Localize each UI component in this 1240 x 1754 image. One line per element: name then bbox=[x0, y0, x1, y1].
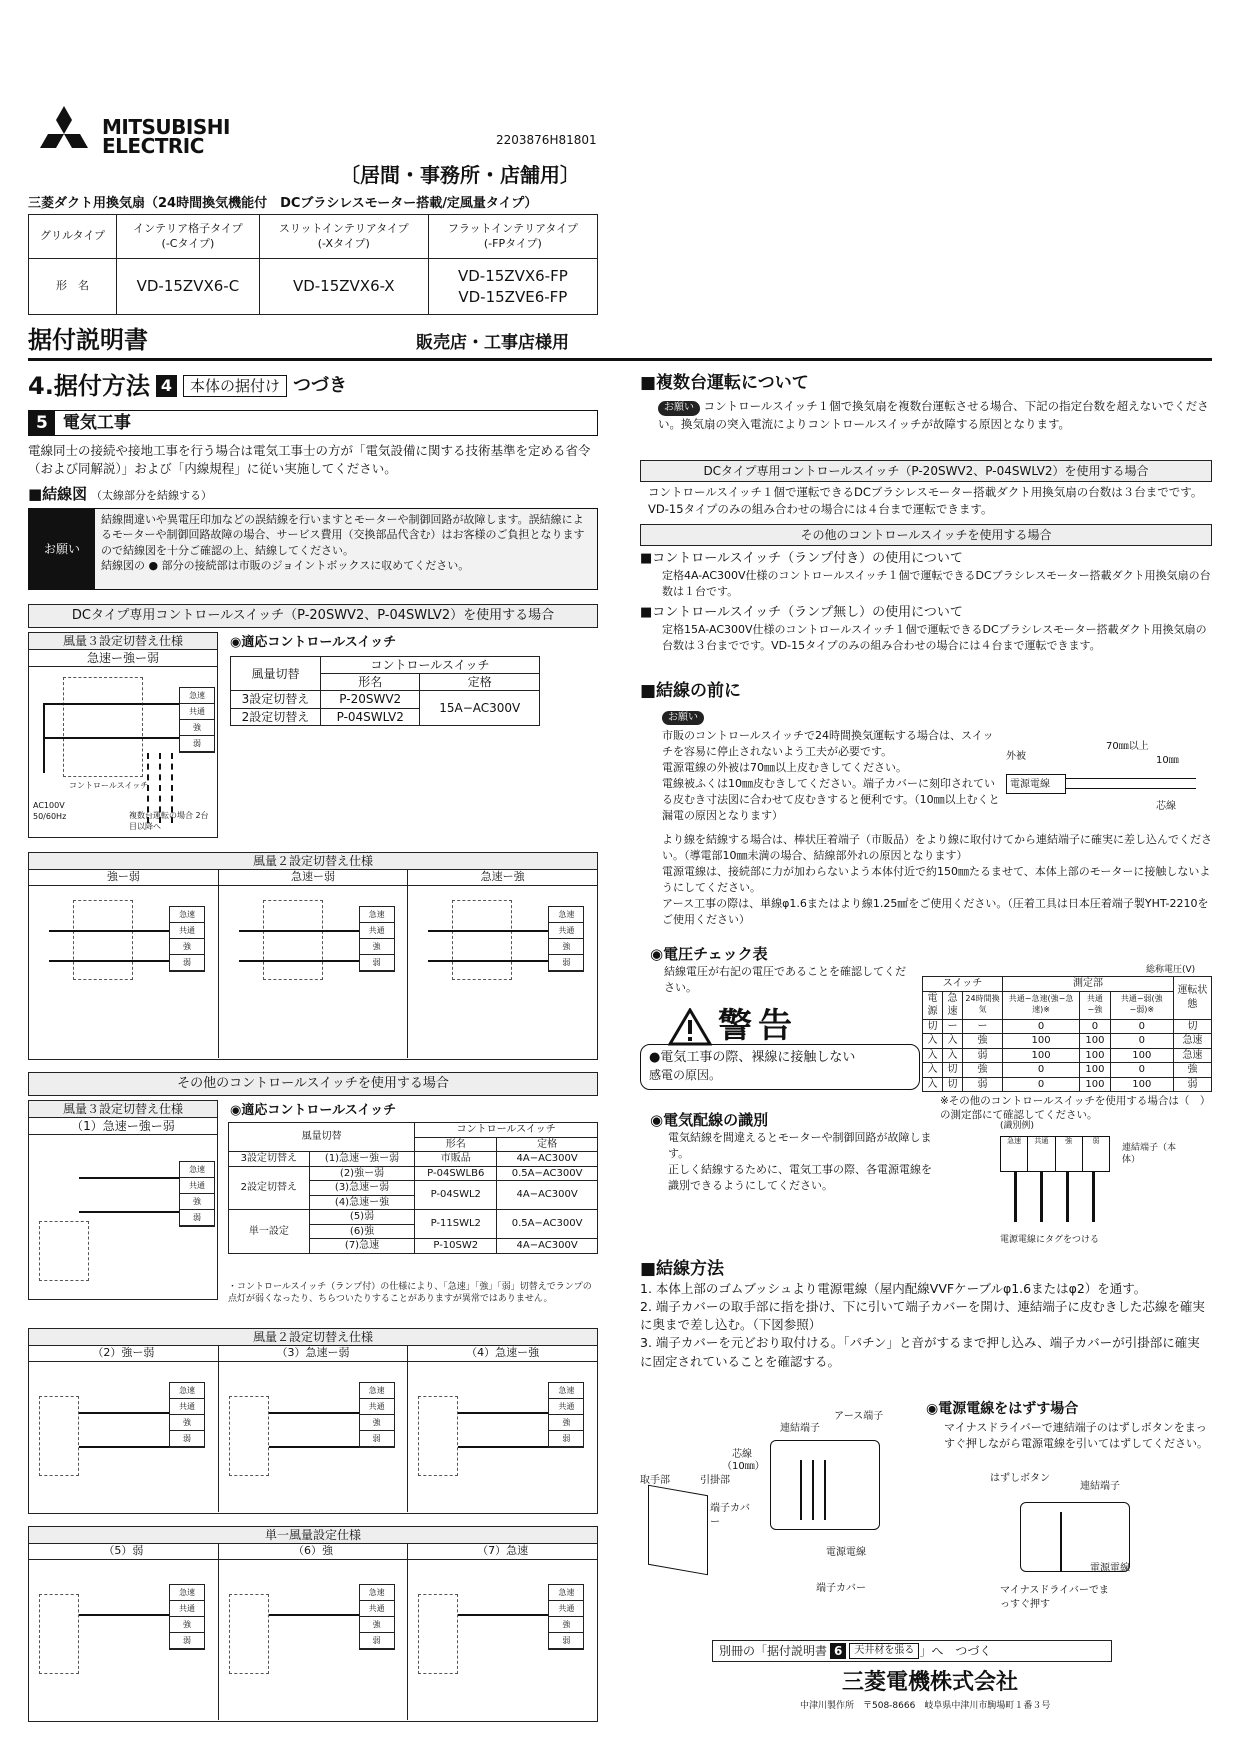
voltage-title: ◉電圧チェック表 bbox=[650, 945, 768, 963]
other-3speed-sub: （1）急速ー強ー弱 bbox=[29, 1118, 217, 1135]
type-c-sub: (-Cタイプ) bbox=[161, 236, 215, 250]
voltage-table bbox=[922, 976, 1212, 1092]
section4-sub-num: 4 bbox=[156, 375, 177, 397]
vt-cell: 入 bbox=[923, 1063, 943, 1078]
dc-3speed-sub: 急速ー強ー弱 bbox=[29, 650, 217, 667]
company-address: 中津川製作所 〒508-8666 岐阜県中津川市駒場町１番３号 bbox=[800, 1701, 1051, 1711]
vt-cell: 強 bbox=[963, 1034, 1003, 1049]
other-row3-model: P-04SWL2 bbox=[415, 1181, 497, 1210]
before-item-3: 電線被ふくは10㎜皮むきしてください。端子カバーに刻印されている皮むき寸法図に合わせて皮むきすると便利です。（10㎜以上むくと漏電の原因となります） bbox=[662, 776, 1000, 822]
other-2speed-cap: 風量２設定切替え仕様 bbox=[29, 1329, 597, 1346]
vt-cell: 0 bbox=[1080, 1019, 1111, 1034]
before-badge: お願い bbox=[662, 711, 704, 725]
lamp-on-title: ■コントロールスイッチ（ランプ付き）の使用について bbox=[640, 551, 963, 566]
right-dc-text: コントロールスイッチ１個で運転できるDCブラシレスモーター搭載ダクト用換気扇の台数は３台までです。VD-15タイプのみの組み合わせの場合には４台まで運転できます。 bbox=[648, 485, 1203, 516]
other-h-rating: 定格 bbox=[497, 1137, 598, 1152]
ident-conn: 連結端子（本体） bbox=[1122, 1143, 1177, 1166]
single-cap: 単一風量設定仕様 bbox=[29, 1527, 597, 1544]
dc-h-rating: 定格 bbox=[420, 674, 540, 691]
remove-text: マイナスドライバーで連結端子のはずしボタンをまっすぐ押しながら電源電線を引いてはずしてください。 bbox=[944, 1421, 1208, 1450]
vt-cell: 0 bbox=[1003, 1019, 1080, 1034]
fig1-earth: アース端子 bbox=[834, 1411, 884, 1422]
mitsubishi-logo bbox=[28, 104, 100, 164]
fig1-handle: 取手部 bbox=[640, 1475, 670, 1486]
dc-row1-mode: 3設定切替え bbox=[231, 691, 321, 708]
vt-cell: 切 bbox=[923, 1019, 943, 1034]
other-row1-mode: 3設定切替え bbox=[229, 1152, 310, 1167]
model-head: 形 名 bbox=[29, 259, 117, 315]
vt-cell: 切 bbox=[1173, 1019, 1211, 1034]
vt-cell: 0 bbox=[1003, 1077, 1080, 1092]
dc-h-switch: コントロールスイッチ bbox=[321, 657, 540, 674]
header-rule bbox=[28, 358, 1212, 361]
voltage-note: ※その他のコントロールスイッチを使用する場合は（ ）の測定部にて確認してください。 bbox=[940, 1095, 1211, 1122]
dc-multi-label: 複数台運転の場合 2台目以降へ bbox=[129, 811, 209, 831]
dc-switch-table bbox=[230, 656, 540, 726]
other-2speed-col3: （4）急速ー強 bbox=[408, 1346, 597, 1362]
dc-row1-model: P-20SWV2 bbox=[321, 691, 420, 708]
other-switch-title: ◉適応コントロールスイッチ bbox=[230, 1103, 397, 1118]
single-col1: （5）弱 bbox=[29, 1544, 218, 1560]
multi-title: ■複数台運転について bbox=[640, 373, 809, 393]
type-c: インテリア格子タイプ bbox=[133, 221, 243, 235]
lamp-on-text: 定格4A-AC300V仕様のコントロールスイッチ１個で運転できるDCブラシレスモーター搭載ダクト用換気扇の台数は１台です。 bbox=[662, 569, 1211, 598]
vt-h-c-strong: 共通−強 bbox=[1080, 991, 1111, 1019]
caution-item-1: 結線間違いや異電圧印加などの誤結線を行いますとモーターや制御回路が故障します。誤結線によるモーターや制御回路故障の場合、サービス費用（交換部品代含む）はお客様のご負担となりますので結線図を十分ご確認の上、結線してください。 bbox=[101, 513, 585, 557]
strip-core: 芯線 bbox=[1156, 801, 1176, 812]
ident-term-4: 弱 bbox=[1092, 1137, 1100, 1145]
dc-rating: 15A−AC300V bbox=[420, 691, 540, 725]
vt-cell: 急速 bbox=[1173, 1048, 1211, 1063]
dc-2speed-col1: 強ー弱 bbox=[29, 870, 218, 886]
other-2speed-diagram: 風量２設定切替え仕様 （2）強ー弱 急速 共通 強 弱 （3）急速ー弱 急速 共通 強 弱 （4）急速ー強 急速 共通 強 弱 bbox=[28, 1328, 598, 1514]
method-step-3: 3. 端子カバーを元どおり取付ける。「パチン」と音がするまで押し込み、端子カバーが引掛部に確実に固定されていることを確認する。 bbox=[640, 1335, 1200, 1369]
vt-h-state: 運転状態 bbox=[1173, 977, 1211, 1020]
other-row7-model: P-10SW2 bbox=[415, 1239, 497, 1254]
warning-title: 警告 bbox=[718, 1006, 798, 1046]
vt-cell: 弱 bbox=[963, 1077, 1003, 1092]
before-item-2: 電源電線の外被は70㎜以上皮むきしてください。 bbox=[662, 760, 907, 774]
remove-figure bbox=[990, 1472, 1210, 1612]
strip-wire: 電源電線 bbox=[1010, 779, 1050, 790]
other-row1-rating: 4A−AC300V bbox=[497, 1152, 598, 1167]
fig1-hook: 引掛部 bbox=[700, 1475, 730, 1486]
other-row2-rating: 0.5A−AC300V bbox=[497, 1166, 598, 1181]
type-fp: フラットインテリアタイプ bbox=[447, 221, 578, 235]
caution-label: お願い bbox=[29, 509, 95, 589]
other-row3-rating: 4A−AC300V bbox=[497, 1181, 598, 1210]
dc-row2-model: P-04SWLV2 bbox=[321, 708, 420, 725]
vt-cell: 0 bbox=[1110, 1063, 1173, 1078]
model-fp2: VD-15ZVE6-FP bbox=[458, 287, 568, 306]
before-item-1: 市販のコントロールスイッチで24時間換気運転する場合は、スイッチを容易に停止されないよう工夫が必要です。 bbox=[662, 729, 994, 758]
other-h-model: 形名 bbox=[415, 1137, 497, 1152]
vt-h-c-rapid: 共通−急速(強−急速)※ bbox=[1003, 991, 1080, 1019]
dc-2speed-col3: 急速ー強 bbox=[408, 870, 597, 886]
other-row2-mode: 2設定切替え bbox=[229, 1166, 310, 1210]
fig1-core2: （10㎜） bbox=[722, 1461, 765, 1472]
section5-intro: 電線同士の接続や接地工事を行う場合は電気工事士の方が「電気設備に関する技術基準を定める省令（および同解説）」および「内線規程」に従い実施してください。 bbox=[28, 443, 591, 477]
dc-h-model: 形名 bbox=[321, 674, 420, 691]
single-col3: （7）急速 bbox=[408, 1544, 597, 1560]
vt-cell: 切 bbox=[943, 1063, 963, 1078]
other-2speed-col1: （2）強ー弱 bbox=[29, 1346, 218, 1362]
ident-label: (識別例) bbox=[1000, 1121, 1035, 1131]
vt-cell: 強 bbox=[963, 1063, 1003, 1078]
warning-text: ●電気工事の際、裸線に接触しない bbox=[649, 1050, 856, 1065]
other-3speed-diagram: 風量３設定切替え仕様 （1）急速ー強ー弱 急速 共通 強 弱 bbox=[28, 1100, 218, 1300]
other-switch-bar: その他のコントロールスイッチを使用する場合 bbox=[28, 1072, 598, 1096]
continue-box bbox=[712, 1640, 1112, 1662]
type-fp-sub: (-FPタイプ) bbox=[483, 236, 542, 250]
other-switch-table bbox=[228, 1122, 598, 1254]
doc-title: 据付説明書 bbox=[28, 326, 148, 354]
ident-term-2: 共通 bbox=[1028, 1137, 1055, 1171]
other-3speed-cap: 風量３設定切替え仕様 bbox=[29, 1101, 217, 1118]
fig2-wire: 電源電線 bbox=[1090, 1563, 1130, 1574]
remove-title: ◉電源電線をはずす場合 bbox=[926, 1401, 1079, 1417]
right-dc-bar: DCタイプ専用コントロールスイッチ（P-20SWV2、P-04SWLV2）を使用する場合 bbox=[640, 460, 1212, 482]
other-row6-opt: (6)強 bbox=[309, 1224, 415, 1239]
ident-item-1: 電気結線を間違えるとモーターや制御回路が故障します。 bbox=[668, 1131, 932, 1160]
continue-suffix: 」へ つづく bbox=[919, 1643, 992, 1658]
warning-box bbox=[640, 1004, 920, 1090]
section5-num: 5 bbox=[29, 411, 55, 435]
fig2-btn: はずしボタン bbox=[990, 1473, 1050, 1484]
before-item-4: より線を結線する場合は、棒状圧着端子（市販品）をより線に取付けてから連結端子に確実に差し込んでください。（導電部10㎜未満の場合、結線部外れの原因となります） bbox=[662, 833, 1212, 862]
fig1-core: 芯線 bbox=[732, 1449, 752, 1460]
vt-h-switch: スイッチ bbox=[923, 977, 1003, 992]
vt-cell: 100 bbox=[1080, 1063, 1111, 1078]
dc-switch-label: コントロールスイッチ bbox=[69, 781, 149, 790]
ident-term-3: 強 bbox=[1056, 1137, 1083, 1171]
before-title: ■結線の前に bbox=[640, 681, 742, 701]
other-row3-opt: (3)急速ー弱 bbox=[309, 1181, 415, 1196]
vt-cell: 100 bbox=[1003, 1048, 1080, 1063]
ident-figure bbox=[1000, 1120, 1210, 1250]
vt-cell: 入 bbox=[923, 1034, 943, 1049]
product-line: 三菱ダクト用換気扇（24時間換気機能付 DCブラシレスモーター搭載/定風量タイプ） bbox=[28, 196, 538, 211]
model-c: VD-15ZVX6-C bbox=[117, 259, 260, 315]
strip-10: 10㎜ bbox=[1156, 755, 1179, 766]
model-fp: VD-15ZVX6-FP bbox=[457, 267, 568, 286]
dc-2speed-diagram: 風量２設定切替え仕様 強ー弱 急速 共通 強 弱 急速ー弱 急速 共通 強 弱 急速ー強 急速 共通 強 弱 bbox=[28, 852, 598, 1060]
section4-title: 4.据付方法 bbox=[28, 372, 150, 400]
brand-line1: MITSUBISHI bbox=[102, 115, 230, 139]
audience: 販売店・工事店様用 bbox=[416, 333, 569, 353]
type-x: スリットインテリアタイプ bbox=[278, 221, 409, 235]
caution-box bbox=[28, 508, 598, 590]
other-row1-opt: (1)急速ー強ー弱 bbox=[309, 1152, 415, 1167]
right-other-bar: その他のコントロールスイッチを使用する場合 bbox=[640, 524, 1212, 546]
vt-cell: 入 bbox=[923, 1077, 943, 1092]
caution-item-2: 結線図の ● 部分の接続部は市販のジョイントボックスに収めてください。 bbox=[101, 559, 470, 573]
vt-h-rapid: 急速 bbox=[943, 991, 963, 1019]
method-title: ■結線方法 bbox=[640, 1259, 725, 1279]
vt-cell: 100 bbox=[1110, 1077, 1173, 1092]
vt-cell: 100 bbox=[1080, 1048, 1111, 1063]
vt-cell: 100 bbox=[1003, 1034, 1080, 1049]
ident-tag: 電源電線にタグをつける bbox=[1000, 1235, 1100, 1245]
vt-cell: 100 bbox=[1080, 1077, 1111, 1092]
ident-title: ◉電気配線の識別 bbox=[650, 1111, 769, 1129]
vt-cell: 0 bbox=[1110, 1019, 1173, 1034]
fig1-wire: 電源電線 bbox=[826, 1547, 866, 1558]
dc-h-mode: 風量切替 bbox=[231, 657, 321, 691]
other-row5-rating: 0.5A−AC300V bbox=[497, 1210, 598, 1239]
other-2speed-col2: （3）急速ー弱 bbox=[219, 1346, 408, 1362]
dc-2speed-cap: 風量２設定切替え仕様 bbox=[29, 853, 597, 870]
fig1-cover2: 端子カバー bbox=[816, 1583, 866, 1594]
voltage-unit: 総称電圧(V) bbox=[1146, 965, 1196, 975]
other-row2-model: P-04SWLB6 bbox=[415, 1166, 497, 1181]
vt-cell: 入 bbox=[943, 1048, 963, 1063]
section5-title: 電気工事 bbox=[62, 412, 131, 433]
other-row1-model: 市販品 bbox=[415, 1152, 497, 1167]
doc-code: 2203876H81801 bbox=[496, 133, 597, 147]
lamp-off-title: ■コントロールスイッチ（ランプ無し）の使用について bbox=[640, 605, 963, 620]
brand-line2: ELECTRIC bbox=[102, 134, 204, 158]
usage-label: 〔居間・事務所・店舗用〕 bbox=[340, 163, 580, 187]
grille-type-head: グリルタイプ bbox=[29, 215, 117, 259]
section4-cont: つづき bbox=[292, 375, 347, 397]
terminal-block: 急速 共通 強 弱 bbox=[179, 687, 215, 753]
section4-sub-label: 本体の据付け bbox=[183, 375, 287, 397]
vt-h-24h: 24時間換気 bbox=[963, 991, 1003, 1019]
terminal-figure bbox=[640, 1410, 920, 1600]
dc-row2-mode: 2設定切替え bbox=[231, 708, 321, 725]
other-h-mode: 風量切替 bbox=[229, 1123, 415, 1152]
model-x: VD-15ZVX6-X bbox=[259, 259, 428, 315]
dc-3speed-cap: 風量３設定切替え仕様 bbox=[29, 633, 217, 650]
warning-text2: 感電の原因。 bbox=[649, 1068, 722, 1083]
other-row7-rating: 4A−AC300V bbox=[497, 1239, 598, 1254]
continue-prefix: 別冊の「据付説明書 bbox=[719, 1643, 828, 1658]
vt-h-measure: 測定部 bbox=[1003, 977, 1174, 992]
model-table bbox=[28, 214, 598, 315]
vt-cell: 弱 bbox=[1173, 1077, 1211, 1092]
warning-triangle-icon bbox=[668, 1008, 712, 1046]
vt-cell: 急速 bbox=[1173, 1034, 1211, 1049]
other-row5-opt: (5)弱 bbox=[309, 1210, 415, 1225]
dc-switch-bar: DCタイプ専用コントロールスイッチ（P-20SWV2、P-04SWLV2）を使用する場合 bbox=[28, 604, 598, 628]
voltage-text: 結線電圧が右記の電圧であることを確認してください。 bbox=[664, 965, 906, 994]
ident-term-1: 急速 bbox=[1001, 1137, 1028, 1171]
control-switch-box bbox=[63, 677, 143, 777]
vt-h-power: 電源 bbox=[923, 991, 943, 1019]
wiring-note: （太線部分を結線する） bbox=[91, 489, 213, 502]
single-col2: （6）強 bbox=[219, 1544, 408, 1560]
other-row4-opt: (4)急速ー強 bbox=[309, 1195, 415, 1210]
other-switch-note: ・コントロールスイッチ（ランプ付）の仕様により、「急速」「強」「弱」切替えでランプの点灯が弱くなったり、ちらついたりすることがありますが異常ではありません。 bbox=[228, 1282, 592, 1304]
vt-cell: ー bbox=[943, 1019, 963, 1034]
before-item-5: 電源電線は、接続部に力が加わらないよう本体付近で約150㎜たるませて、本体上部のモーターに接触しないようにしてください。 bbox=[662, 864, 1211, 894]
dc-power-label: AC100V 50/60Hz bbox=[33, 801, 67, 821]
vt-cell: 切 bbox=[943, 1077, 963, 1092]
vt-cell: 強 bbox=[1173, 1063, 1211, 1078]
other-row5-mode: 単一設定 bbox=[229, 1210, 310, 1254]
multi-badge: お願い bbox=[658, 401, 700, 416]
other-row2-opt: (2)強ー弱 bbox=[309, 1166, 415, 1181]
fig2-driver: マイナスドライバーでまっすぐ押す bbox=[1000, 1585, 1109, 1610]
fig2-conn: 連結端子 bbox=[1080, 1481, 1120, 1492]
continue-label: 天井材を張る bbox=[849, 1643, 919, 1659]
multi-text: コントロールスイッチ１個で換気扇を複数台運転させる場合、下記の指定台数を超えないでください。換気扇の突入電流によりコントロールスイッチが故障する原因となります。 bbox=[658, 399, 1209, 431]
type-x-sub: (-Xタイプ) bbox=[317, 236, 370, 250]
vt-cell: 入 bbox=[943, 1034, 963, 1049]
vt-cell: 入 bbox=[923, 1048, 943, 1063]
company-name: 三菱電機株式会社 bbox=[842, 1670, 1019, 1695]
continue-num: 6 bbox=[830, 1643, 846, 1659]
dc-3speed-diagram bbox=[28, 632, 218, 838]
lamp-off-text: 定格15A-AC300V仕様のコントロールスイッチ１個で運転できるDCブラシレスモーター搭載ダクト用換気扇の台数は３台までです。VD-15タイプのみの組み合わせの場合には４台まで運転できます。 bbox=[662, 623, 1207, 652]
method-step-2: 2. 端子カバーの取手部に指を掛け、下に引いて端子カバーを開け、連結端子に皮むきした芯線を確実に奥まで差し込む。（下図参照） bbox=[640, 1299, 1205, 1333]
strip-70: 70㎜以上 bbox=[1106, 741, 1149, 752]
single-speed-diagram: 単一風量設定仕様 （5）弱 急速 共通 強 弱 （6）強 急速 共通 強 弱 （7）急速 急速 共通 強 弱 bbox=[28, 1526, 598, 1722]
dc-switch-title: ◉適応コントロールスイッチ bbox=[230, 635, 397, 650]
three-diamonds-icon bbox=[28, 104, 100, 164]
other-h-switch: コントロールスイッチ bbox=[415, 1123, 598, 1138]
vt-h-c-weak: 共通−弱(強−弱)※ bbox=[1110, 991, 1173, 1019]
vt-cell: 弱 bbox=[963, 1048, 1003, 1063]
dc-2speed-col2: 急速ー弱 bbox=[219, 870, 408, 886]
vt-cell: 100 bbox=[1080, 1034, 1111, 1049]
method-step-1: 1. 本体上部のゴムブッシュより電源電線（屋内配線VVFケーブルφ1.6またはφ2）を通す。 bbox=[640, 1281, 1147, 1296]
ident-item-2: 正しく結線するために、電気工事の際、各電源電線を識別できるようにしてください。 bbox=[668, 1162, 932, 1192]
strip-figure bbox=[1006, 740, 1206, 820]
other-row5-model: P-11SWL2 bbox=[415, 1210, 497, 1239]
fig1-cover: 端子カバー bbox=[710, 1503, 750, 1528]
vt-cell: 100 bbox=[1110, 1048, 1173, 1063]
vt-cell: 0 bbox=[1003, 1063, 1080, 1078]
vt-cell: 0 bbox=[1110, 1034, 1173, 1049]
wiring-title: ■結線図 bbox=[28, 485, 88, 503]
other-row7-opt: (7)急速 bbox=[309, 1239, 415, 1254]
fig1-conn: 連結端子 bbox=[780, 1423, 820, 1434]
vt-cell: ー bbox=[963, 1019, 1003, 1034]
before-item-6: アース工事の際は、単線φ1.6またはより線1.25㎟をご使用ください。（圧着工具は日本圧着端子製YHT-2210をご使用ください） bbox=[662, 896, 1209, 926]
strip-outer: 外被 bbox=[1006, 751, 1026, 762]
